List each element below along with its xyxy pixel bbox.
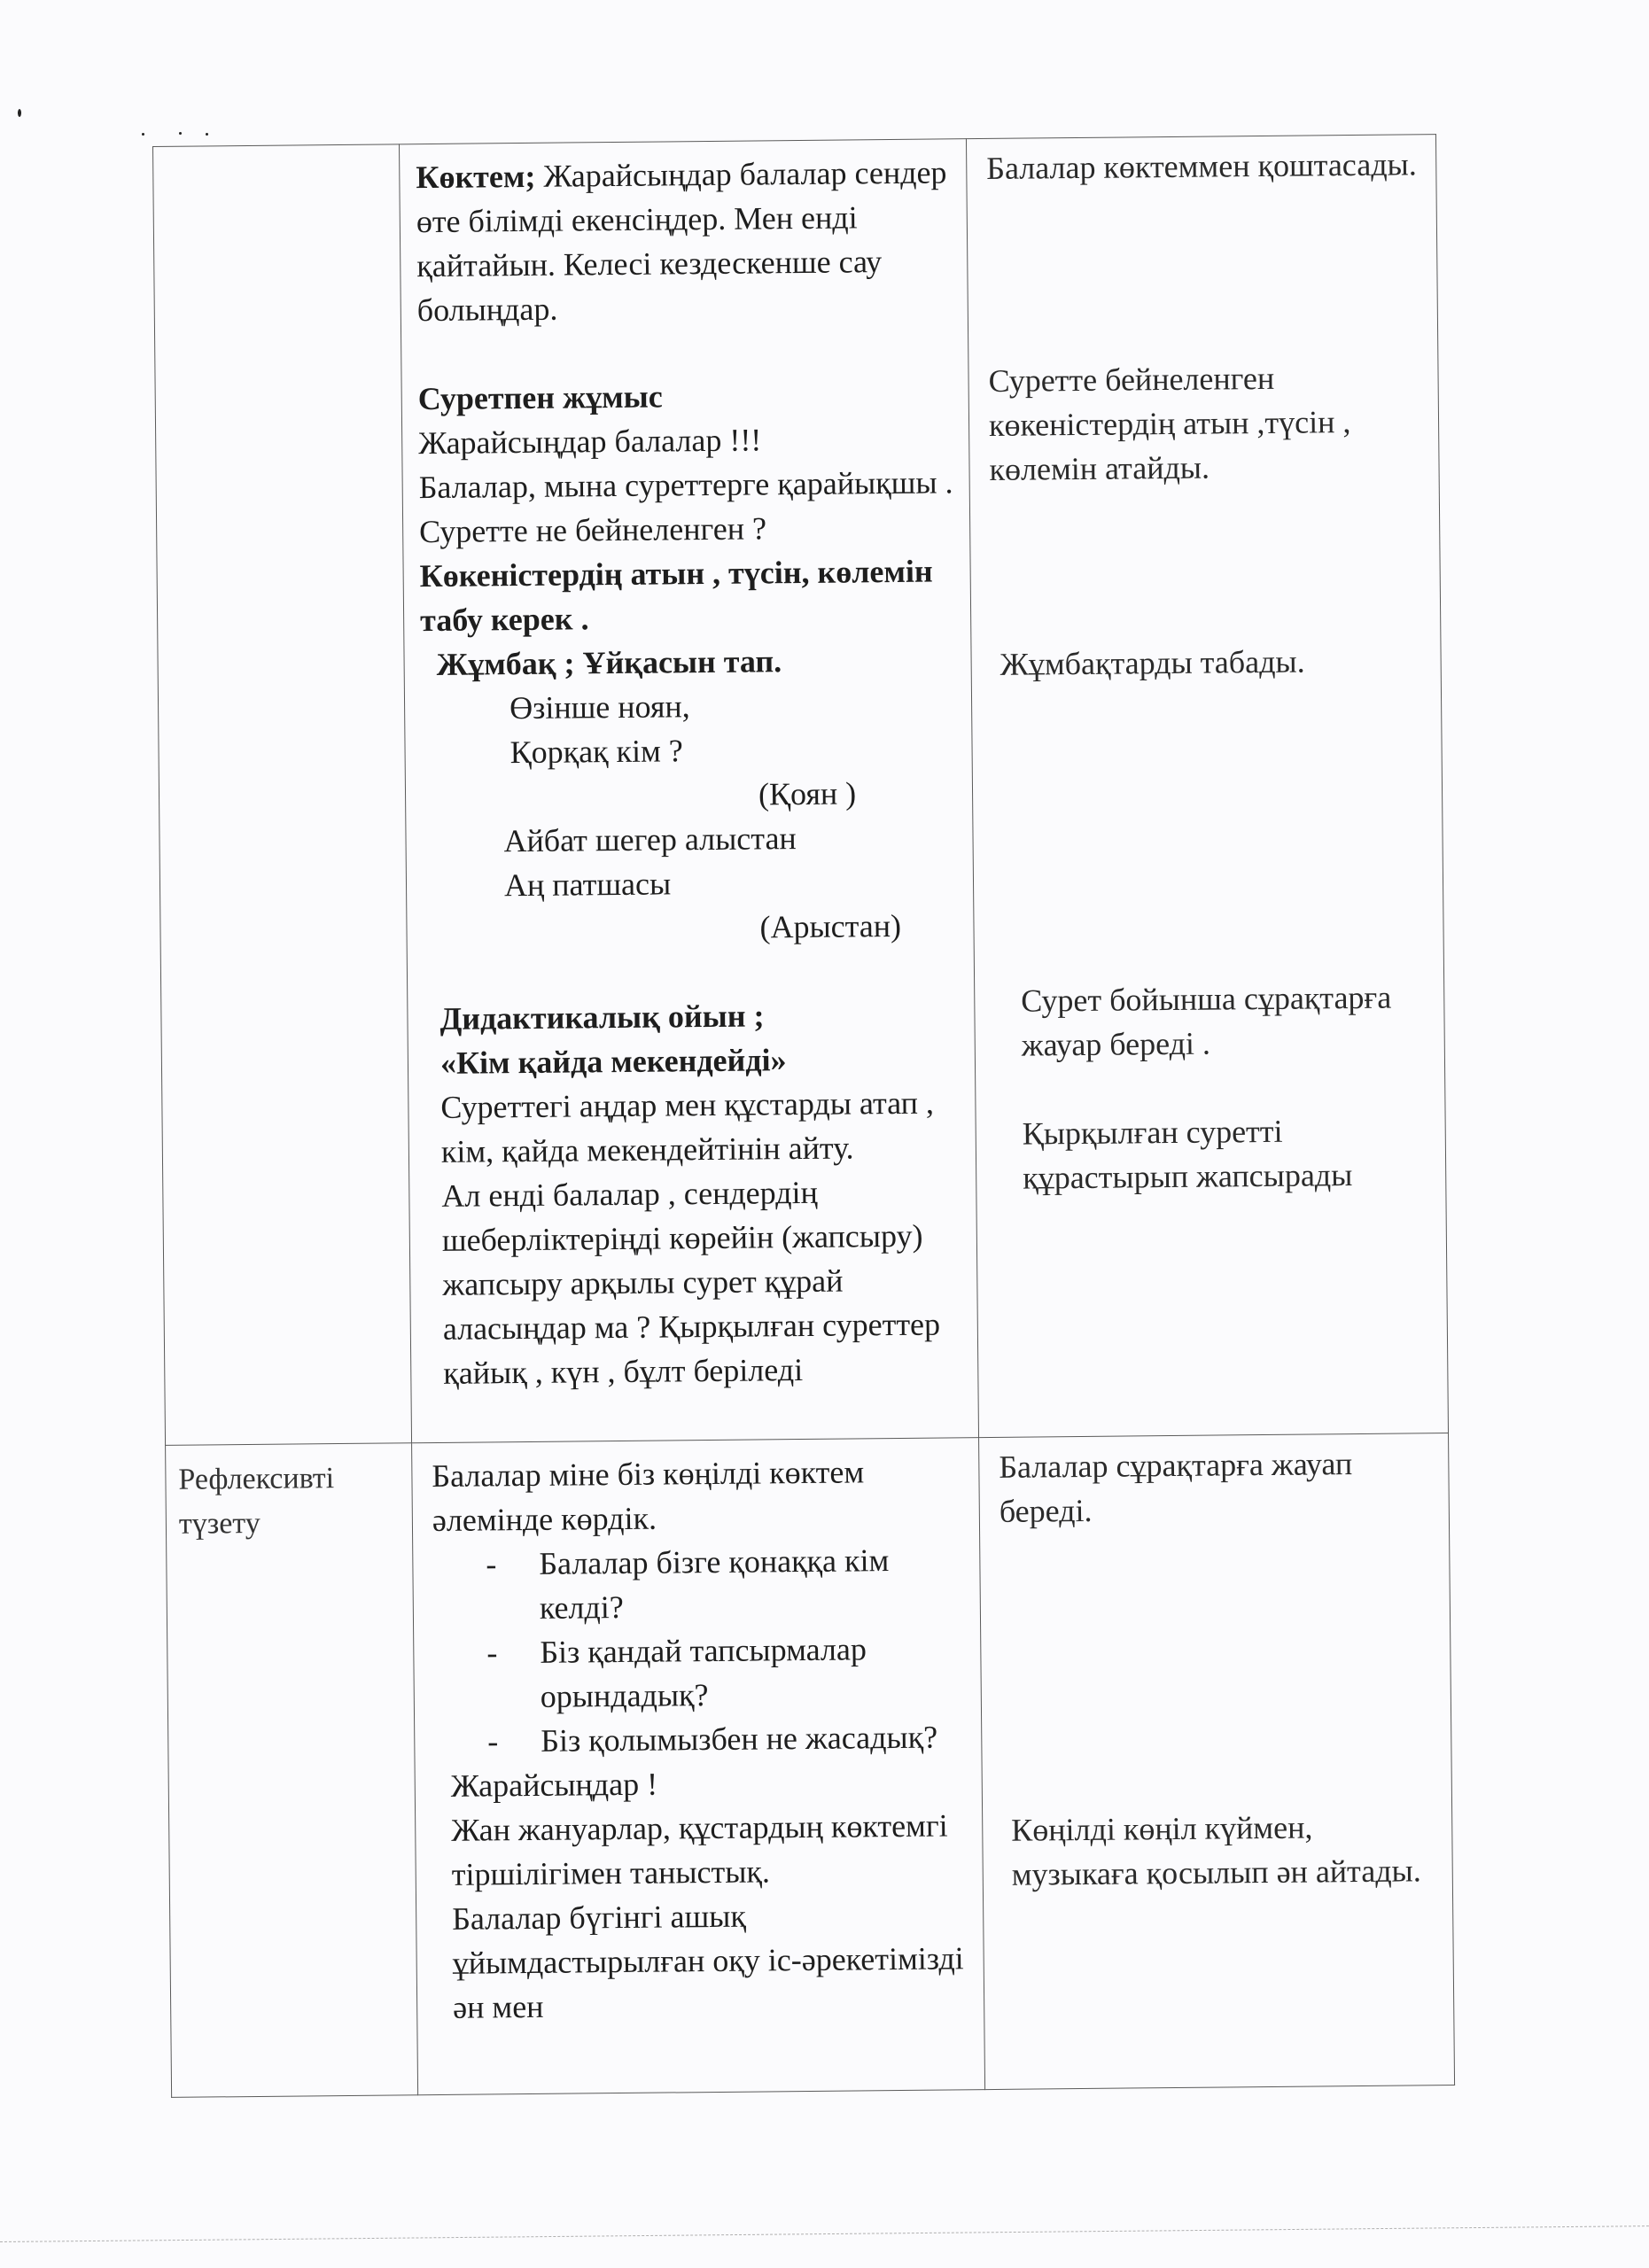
picture-work-heading: Суретпен жұмыс (417, 378, 663, 417)
children-answers: Балалар сұрақтарға жауап береді. (999, 1446, 1353, 1529)
reflection-question: - Балалар бізге қонаққа кім келді? (486, 1542, 890, 1626)
spring-label: Көктем; (416, 158, 536, 196)
children-farewell: Балалар көктеммен қоштасады. (986, 146, 1417, 186)
riddle-answer: (Арыстан) (759, 907, 902, 945)
teacher-activity-cell (399, 139, 978, 1443)
game-title: «Кім қайда мекендейді» (439, 1042, 787, 1081)
riddle-heading: Жұмбақ ; Ұйқасын тап. (436, 643, 782, 682)
teacher-activity-cell (412, 1438, 985, 2095)
riddle-answer: (Қоян ) (758, 775, 857, 812)
children-assemble-response: Қырқылған суретті құрастырып жапсырады (1022, 1113, 1353, 1196)
scan-speck (179, 132, 182, 135)
picture-work-line: Жарайсыңдар балалар !!! (418, 422, 762, 462)
collage-instruction: Ал енді балалар , сендердің шеберліктеріңді көрейін (жапсыру) жапсыру арқылы сурет құрай аласыңдар ма ? Қырқылған суреттер қайық , күн , бұлт беріледі (441, 1174, 941, 1391)
table-row (153, 135, 1449, 1446)
picture-work-line: Балалар, мына суреттерге қарайықшы . Суретте не бейнеленген ? (418, 464, 953, 550)
scan-speck (206, 133, 208, 136)
children-picture-response: Суретте бейнеленген көкеністердің атын ,түсін , көлемін атайды. (988, 360, 1351, 487)
lesson-plan-table (152, 134, 1455, 2098)
stage-label-reflexive: Рефлексивті түзету (178, 1462, 335, 1541)
children-activity-cell (966, 135, 1448, 1438)
children-questions-response: Сурет бойынша сұрақтарға жауар береді . (1021, 979, 1392, 1063)
spring-farewell-paragraph (416, 150, 952, 332)
game-heading: Дидактикалық ойын ; (439, 998, 765, 1037)
scan-speck (142, 133, 144, 136)
stage-label (153, 144, 399, 159)
reflection-praise: Жарайсыңдар ! (450, 1766, 658, 1804)
children-activity-cell (979, 1433, 1455, 2090)
riddle-line: Аң патшасы (503, 866, 672, 904)
stage-cell (153, 144, 412, 1446)
riddle-line: Қорқақ кім ? (509, 733, 684, 771)
reflection-summary: Жан жануарлар, құстардың көктемгі тіршілігімен таныстық. (451, 1807, 948, 1892)
reflection-question: - Біз қандай тапсырмалар орындадық? (486, 1631, 867, 1714)
scan-speck (18, 109, 21, 117)
riddle-line: Айбат шегер алыстан (503, 820, 797, 859)
children-singing: Көңілді көңіл күймен, музыкаға қосылып ән айтады. (1011, 1809, 1421, 1892)
page-bottom-edge (0, 2225, 1649, 2242)
reflection-intro: Балалар міне біз көңілді көктем әлемінде көрдік. (432, 1454, 865, 1539)
children-riddle-response: Жұмбақтарды табады. (1000, 643, 1305, 682)
spring-farewell-text: Жарайсыңдар балалар сендер өте білімді екенсіңдер. Мен енді қайтайын. Келесі кездескенше сау болыңдар. (416, 154, 947, 329)
picture-work-task: Көкеністердің атын , түсін, көлемін табу керек . (419, 553, 933, 639)
reflection-closing: Балалар бүгінгі ашық ұйымдастырылған оқу іс-әрекетімізді ән мен (452, 1898, 964, 2025)
riddle-line: Өзінше ноян, (509, 688, 690, 726)
stage-cell (166, 1443, 418, 2098)
reflection-question: - Біз қолымызбен не жасадық? (487, 1719, 938, 1759)
game-instruction: Суреттегі аңдар мен құстарды атап , кім, қайда мекендейтінін айту. (440, 1084, 935, 1169)
table-row (166, 1433, 1455, 2098)
